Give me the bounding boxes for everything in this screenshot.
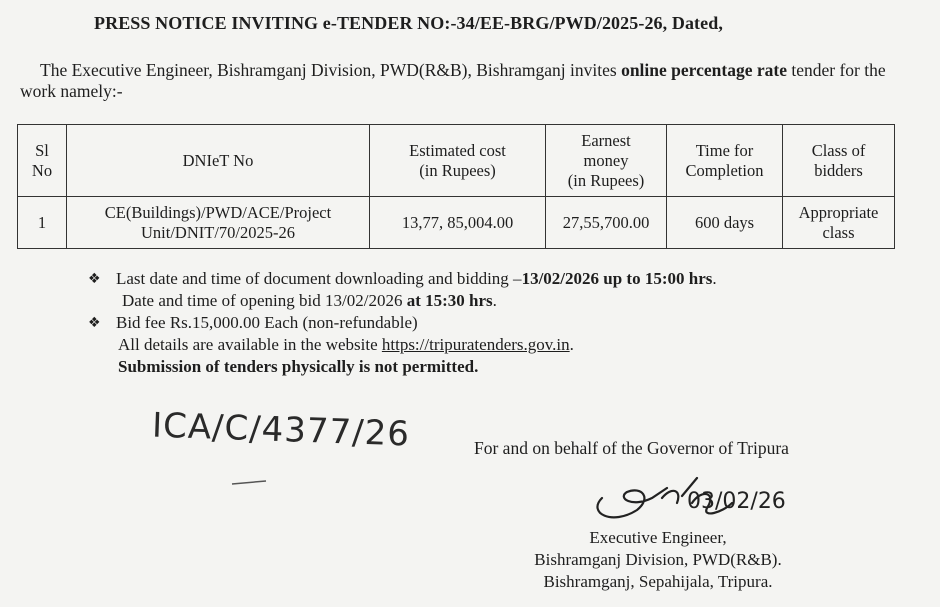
place: Bishramganj, Sepahijala, Tripura. bbox=[543, 572, 773, 591]
bullet-bid-fee: ❖ Bid fee Rs.15,000.00 Each (non-refundable) bbox=[88, 313, 418, 332]
cell-sl: 1 bbox=[18, 197, 67, 249]
cell-earnest-money: 27,55,700.00 bbox=[546, 197, 667, 249]
handwritten-signature bbox=[582, 468, 786, 528]
header-class-of-bidders: Class of bidders bbox=[783, 125, 895, 197]
header-sl: Sl No bbox=[18, 125, 67, 197]
header-earnest-money: Earnest money (in Rupees) bbox=[546, 125, 667, 197]
tender-website-link[interactable]: https://tripuratenders.gov.in bbox=[381, 335, 570, 354]
handwritten-reference: ICA/C/4377/26 bbox=[151, 405, 411, 455]
division: Bishramganj Division, PWD(R&B). bbox=[534, 550, 782, 569]
intro-prefix: The Executive Engineer, Bishramganj Division, PWD(R&B), Bishramganj invites bbox=[40, 60, 622, 80]
bullet-last-date: ❖ Last date and time of document downloading and bidding –13/02/2026 up to 15:00 hrs. bbox=[88, 269, 717, 288]
cell-dniet: CE(Buildings)/PWD/ACE/Project Unit/DNIT/70/2025-26 bbox=[67, 197, 370, 249]
cell-class: Appropriate class bbox=[783, 197, 895, 249]
details-line: All details are available in the website https://tripuratenders.gov.in. bbox=[118, 335, 574, 354]
signature-block bbox=[508, 527, 808, 593]
pen-mark bbox=[230, 478, 270, 488]
header-time-for-completion: Time for Completion bbox=[667, 125, 783, 197]
notice-title: PRESS NOTICE INVITING e-TENDER NO:-34/EE-BRG/PWD/2025-26, Dated, bbox=[94, 13, 723, 33]
opening-date-line: Date and time of opening bid 13/02/2026 at 15:30 hrs. bbox=[122, 291, 497, 310]
tender-table bbox=[17, 124, 895, 249]
diamond-bullet-icon: ❖ bbox=[88, 315, 101, 331]
signature-date: 03/02/26 bbox=[687, 489, 786, 514]
header-estimated-cost: Estimated cost (in Rupees) bbox=[370, 125, 546, 197]
table-header-row bbox=[18, 125, 895, 197]
cell-estimated-cost: 13,77, 85,004.00 bbox=[370, 197, 546, 249]
header-dniet: DNIeT No bbox=[67, 125, 370, 197]
bullet-list bbox=[84, 268, 717, 378]
intro-bold: online percentage rate bbox=[621, 60, 787, 80]
cell-time: 600 days bbox=[667, 197, 783, 249]
on-behalf-line: For and on behalf of the Governor of Tripura bbox=[474, 438, 789, 458]
designation: Executive Engineer, bbox=[589, 528, 727, 547]
physical-submission-line: Submission of tenders physically is not permitted. bbox=[118, 357, 479, 376]
table-row bbox=[18, 197, 895, 249]
intro-paragraph bbox=[20, 60, 900, 102]
diamond-bullet-icon: ❖ bbox=[88, 271, 101, 287]
intro-suffix: tender for the work namely:- bbox=[20, 60, 886, 101]
